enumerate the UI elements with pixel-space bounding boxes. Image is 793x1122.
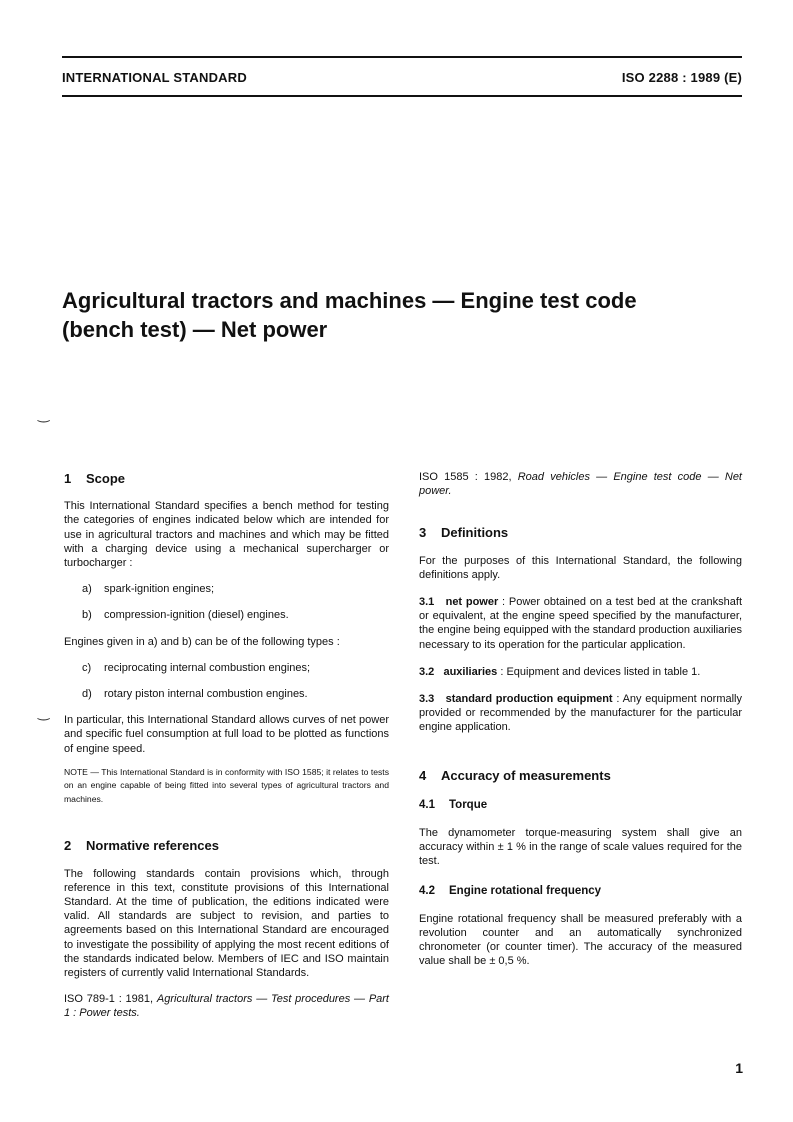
rotational-frequency-para: Engine rotational frequency shall be measured preferably with a revolution counter and an automatically synchronized chronometer (or counter timer). The accuracy of the measured value shall be ± 0,5 %. bbox=[419, 912, 742, 968]
section-2-heading: 2 Normative references bbox=[64, 838, 219, 854]
section-4-2-heading: 4.2 Engine rotational frequency bbox=[419, 884, 602, 897]
title-line-2: (bench test) — Net power bbox=[62, 317, 328, 342]
right-column bbox=[419, 470, 742, 969]
scope-note: NOTE — This International Standard is in conformity with ISO 1585; it relates to tests on an engine capable of being fitted into several types of agricultural tractors and machines. bbox=[64, 766, 389, 804]
left-column bbox=[64, 472, 389, 1021]
document-title bbox=[62, 286, 752, 344]
list-item: c) reciprocating internal combustion engines; bbox=[82, 661, 311, 674]
torque-para: The dynamometer torque-measuring system shall give an accuracy within ± 1 % in the range of scale values required for the test. bbox=[419, 827, 742, 868]
definition-3-3: 3.3 standard production equipment : Any equipment normally provided or recommended by the manufacturer for the particular engine application. bbox=[419, 693, 742, 734]
section-4-1-heading: 4.1 Torque bbox=[419, 798, 488, 811]
references-para-1: The following standards contain provisions which, through reference in this text, constitute provisions of this International Standard. At the time of publication, the editions indicated were valid. All standards are subject to revision, and parties to agreements based on this International Standard are encouraged to investigate the possibility of applying the most recent editions of the standards indicated below. Members of IEC and ISO maintain registers of currently valid International Standards. bbox=[64, 867, 389, 979]
section-4-heading: 4 Accuracy of measurements bbox=[419, 767, 611, 783]
reference-iso-789-1: ISO 789-1 : 1981, Agricultural tractors — Test procedures — Part 1 : Power tests. bbox=[64, 993, 389, 1020]
section-1-heading: 1 Scope bbox=[64, 471, 126, 486]
scope-para-1: This International Standard specifies a bench method for testing the categories of engines indicated below which are intended for use in agricultural tractors and machines and which may be fitted with a charging device using a mechanical supercharger or turbocharger : bbox=[64, 500, 389, 570]
definitions-para-1: For the purposes of this International Standard, the following definitions apply. bbox=[419, 554, 742, 581]
title-line-1: Agricultural tractors and machines — Engine test code bbox=[62, 288, 637, 313]
header-left: INTERNATIONAL STANDARD bbox=[62, 70, 247, 85]
scope-para-2: Engines given in a) and b) can be of the following types : bbox=[64, 635, 340, 648]
header-top-rule bbox=[62, 56, 742, 58]
margin-mark: ‿ bbox=[38, 406, 50, 422]
list-item: b) compression-ignition (diesel) engines. bbox=[82, 609, 289, 622]
scope-para-3: In particular, this International Standard allows curves of net power and specific fuel consumption at full load to be plotted as functions of engine speed. bbox=[64, 714, 389, 755]
header-bottom-rule bbox=[62, 95, 742, 97]
reference-iso-1585: ISO 1585 : 1982, Road vehicles — Engine test code — Net power. bbox=[419, 471, 742, 498]
page-number: 1 bbox=[735, 1060, 743, 1076]
section-3-heading: 3 Definitions bbox=[419, 525, 509, 541]
margin-mark: ‿ bbox=[38, 704, 50, 720]
definition-3-1: 3.1 net power : Power obtained on a test bed at the crankshaft or equivalent, at the engine speed specified by the manufacturer, the engine being equipped with the standard production auxiliaries necessary to its operation for the particular application. bbox=[419, 596, 743, 651]
definition-3-2: 3.2 auxiliaries : Equipment and devices listed in table 1. bbox=[419, 665, 701, 678]
list-item: d) rotary piston internal combustion engines. bbox=[82, 688, 308, 701]
list-item: a) spark-ignition engines; bbox=[82, 583, 215, 596]
header-right: ISO 2288 : 1989 (E) bbox=[621, 70, 742, 85]
